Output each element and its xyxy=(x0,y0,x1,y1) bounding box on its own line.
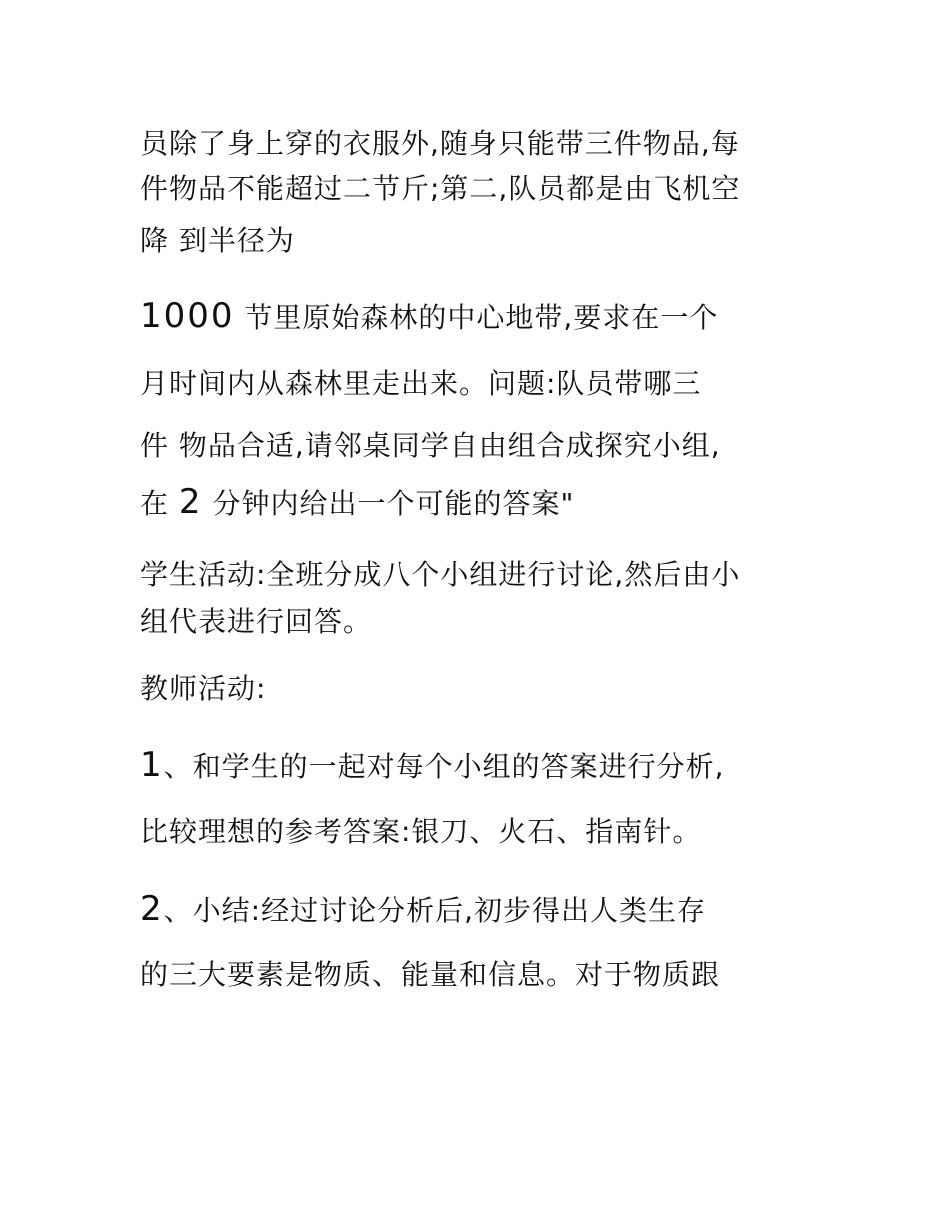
paragraph-text: 节里原始森林的中心地带,要求在一个 xyxy=(234,301,719,334)
list-item-number: 1 xyxy=(140,745,164,785)
distance-number: 1000 xyxy=(140,296,235,336)
paragraph-line: 月时间内从森林里走出来。问题:队员带哪三 xyxy=(140,367,702,400)
paragraph-line xyxy=(140,482,820,524)
list-item-2 xyxy=(140,889,820,931)
list-item-1-continuation: 比较理想的参考答案:银刀、火石、指南针。 xyxy=(140,815,702,848)
list-item-number: 2 xyxy=(140,889,164,929)
list-item-text: 、和学生的一起对每个小组的答案进行分析, xyxy=(163,750,725,783)
paragraph-line: 员除了身上穿的衣服外,随身只能带三件物品,每 xyxy=(140,127,740,160)
paragraph-line: 件物品不能超过二节斤;第二,队员都是由飞机空 xyxy=(140,172,741,205)
teacher-activity-heading: 教师活动: xyxy=(140,672,267,705)
student-activity-line: 学生活动:全班分成八个小组进行讨论,然后由小 xyxy=(140,558,741,591)
student-activity-line: 组代表进行回答。 xyxy=(140,605,373,638)
paragraph-line xyxy=(140,296,820,338)
list-item-2-continuation: 的三大要素是物质、能量和信息。对于物质跟 xyxy=(140,958,721,991)
minutes-number: 2 xyxy=(178,482,203,522)
list-item-1 xyxy=(140,745,820,787)
list-item-text: 、小结:经过讨论分析后,初步得出人类生存 xyxy=(163,894,706,927)
paragraph-line: 件 物品合适,请邻桌同学自由组合成探究小组, xyxy=(140,429,721,462)
paragraph-text: 分钟内给出一个可能的答案" xyxy=(202,487,575,520)
paragraph-line: 降 到半径为 xyxy=(140,224,295,257)
paragraph-text: 在 xyxy=(140,487,179,520)
